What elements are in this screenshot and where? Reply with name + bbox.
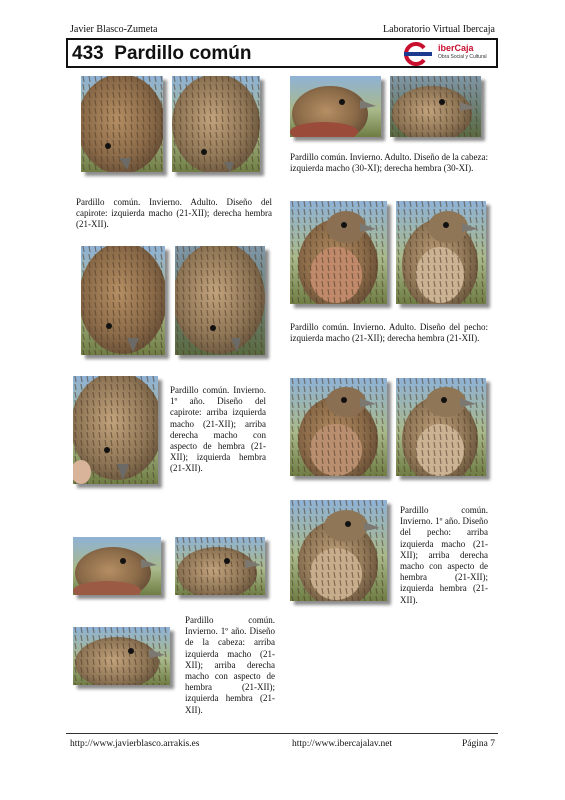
footer-divider xyxy=(66,733,498,734)
photo-breast-first-year-male-female-like xyxy=(396,378,486,476)
caption-head-first-year: Pardillo común. Invierno. 1º año. Diseño de la cabeza: arriba izquierda macho (21-XII); arriba derecha macho con aspecto de hembra (21-XII); izquierda hembra (21-XII). xyxy=(185,615,275,715)
photo-breast-first-year-female xyxy=(290,500,387,601)
footer-page-number: Página 7 xyxy=(462,739,495,749)
photo-breast-first-year-male xyxy=(290,378,387,476)
footer-url-ibercaja[interactable]: http://www.ibercajalav.net xyxy=(292,739,393,749)
caption-capirote-adult: Pardillo común. Invierno. Adulto. Diseño del capirote: izquierda macho (21-XII); derecha hembra (21-XII). xyxy=(76,197,272,230)
page-title xyxy=(72,43,252,65)
caption-capirote-first-year: Pardillo común. Invierno. 1º año. Diseño del capirote: arriba izquierda macho (21-XII); arriba derecha macho con aspecto de hembra (21-XII); izquierda hembra (21-XII). xyxy=(170,385,266,474)
photo-capirote-first-year-male xyxy=(81,246,165,355)
footer-url-author[interactable]: http://www.javierblasco.arrakis.es xyxy=(70,739,200,749)
photo-capirote-adult-female xyxy=(172,76,260,172)
photo-capirote-first-year-female xyxy=(73,376,158,484)
photo-head-first-year-female xyxy=(73,627,170,685)
photo-head-first-year-male xyxy=(73,537,161,595)
logo-mark-icon xyxy=(400,42,434,66)
ibercaja-logo xyxy=(400,42,492,66)
photo-capirote-first-year-male-female-like xyxy=(175,246,265,355)
species-name: Pardillo común xyxy=(114,43,252,64)
photo-breast-adult-male xyxy=(290,201,387,304)
caption-head-adult: Pardillo común. Invierno. Adulto. Diseño de la cabeza: izquierda macho (30-XI); derecha hembra (30-XI). xyxy=(290,152,488,174)
photo-capirote-adult-male xyxy=(81,76,163,172)
page-header-author: Javier Blasco-Zumeta xyxy=(70,24,158,35)
photo-head-adult-female xyxy=(390,76,481,137)
page-header-lab: Laboratorio Virtual Ibercaja xyxy=(383,24,495,35)
photo-head-adult-male xyxy=(290,76,381,137)
logo-tagline: Obra Social y Cultural xyxy=(438,54,487,60)
title-bar xyxy=(66,38,498,68)
caption-breast-first-year: Pardillo común. Invierno. 1º año. Diseño del pecho: arriba izquierda macho (21-XII); arriba derecha macho con aspecto de hembra (21-XII); izquierda hembra (21-XII). xyxy=(400,505,488,605)
caption-breast-adult: Pardillo común. Invierno. Adulto. Diseño del pecho: izquierda macho (21-XII); derecha hembra (21-XII). xyxy=(290,322,488,344)
photo-head-first-year-male-female-like xyxy=(175,537,265,595)
species-number: 433 xyxy=(72,43,104,64)
logo-brand: iberCaja xyxy=(438,43,474,53)
photo-breast-adult-female xyxy=(396,201,486,304)
